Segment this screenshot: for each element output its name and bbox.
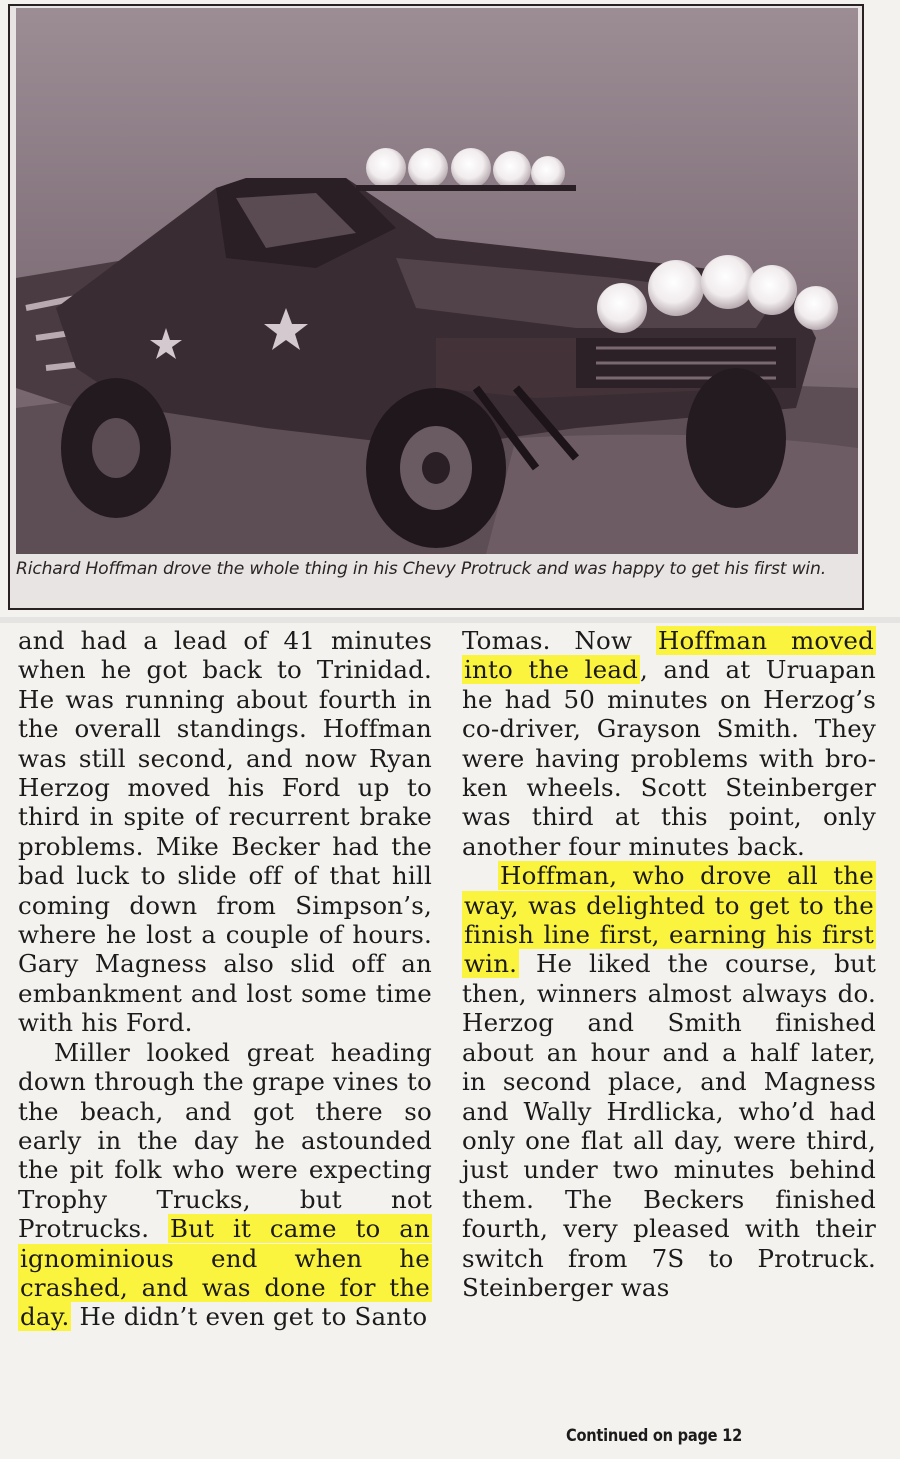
protruck-illustration [16, 8, 858, 554]
paragraph-text: He liked the course, but then, winners almost always do. Herzog and Smith finished about an hour and a half later, in second place, and Magness and Wally Hrdlicka, who’d had only one flat all day, were third, just under two minutes behind them. The Beckers finished fourth, very pleased with their switch from 7S to Protruck. Steinberger was [462, 949, 876, 1302]
paragraph-right-1 [462, 626, 876, 861]
paragraph-text: Miller looked great heading down through the grape vines to the beach, and got there so early in the day he astounded the pit folk who were expecting Trophy Trucks, but not Protrucks. [18, 1037, 432, 1244]
paragraph-text: , and at Uruapan he had 50 minutes on Herzog’s co-driver, Grayson Smith. They were having problems with broken wheels. Scott Steinberger was third at this point, only another four minutes back. [462, 655, 877, 861]
paragraph-right-2 [462, 861, 876, 1302]
highlighted-text: Hoffman, who drove all the way, was delighted to get to the finish line first, earning his first win. [464, 861, 874, 979]
paragraph-left-1 [18, 626, 432, 1038]
race-truck-photo [16, 8, 858, 554]
paragraph-left-2 [18, 1038, 432, 1332]
paragraph-text: and had a lead of 41 minutes when he got back to Trinidad. He was running about fourth in the overall standings. Hoffman was still second, and now Ryan Herzog moved his Ford up to third in spite of recurrent brake problems. Mike Becker had the bad luck to slide off of that hill coming down from Simpson’s, where he lost a couple of hours. Gary Magness also slid off an embankment and lost some time with his Ford. [18, 626, 432, 1038]
highlighted-text: Hoffman moved into the lead [464, 626, 875, 685]
photo-frame [8, 4, 864, 610]
continued-on-page-link: Continued on page 12 [566, 1426, 743, 1446]
paragraph-text: Tomas. Now [462, 626, 656, 655]
paragraph-text: He didn’t even get to Santo [71, 1302, 428, 1332]
highlighted-text: But it came to an ignominious end when he crashed, and was done for the day. [20, 1214, 430, 1332]
photo-caption: Richard Hoffman drove the whole thing in his Chevy Protruck and was happy to get his first win. [16, 559, 826, 579]
section-divider [0, 617, 900, 623]
article-column-right [462, 626, 876, 1302]
article-column-left [18, 626, 432, 1332]
